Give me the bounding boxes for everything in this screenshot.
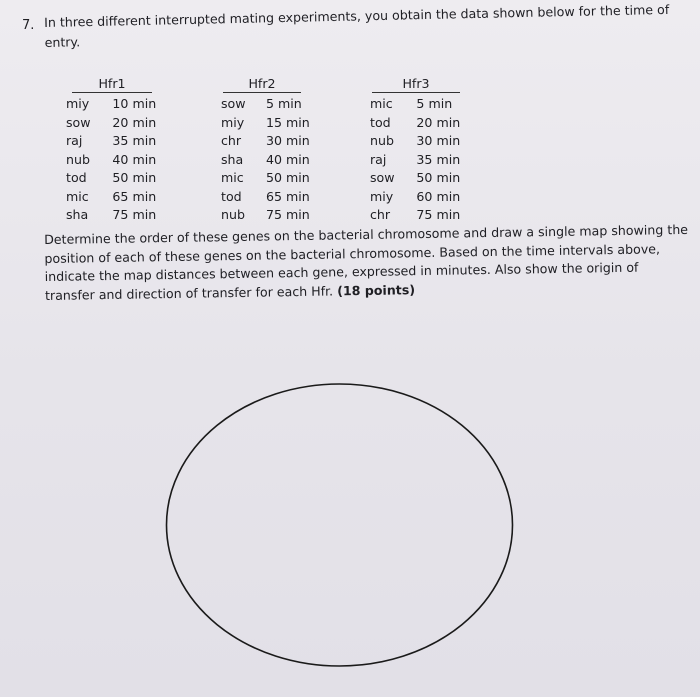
table-row	[66, 169, 166, 188]
table-row	[221, 169, 321, 188]
gene-name: mic	[221, 170, 244, 185]
table-row	[66, 132, 166, 151]
table-row	[221, 95, 321, 114]
instructions-text: Determine the order of these genes on the bacterial chromosome and draw a single map showing the position of each of these genes on the bacterial chromosome. Based on the time intervals above, indicate the map distances between each gene, expressed in minutes. Also show the origin of transfer and direction of transfer for each Hfr.	[44, 221, 689, 303]
gene-name: sha	[221, 151, 244, 167]
entry-time: 5 min	[416, 96, 453, 111]
table-row	[370, 151, 470, 170]
hfr3-table	[370, 76, 470, 225]
table-row	[370, 188, 470, 207]
gene-name: mic	[66, 188, 89, 204]
hfr2-title: Hfr2	[223, 76, 301, 93]
table-row	[66, 95, 166, 114]
gene-name: chr	[370, 207, 391, 222]
hfr1-table	[66, 76, 166, 225]
table-row	[370, 169, 470, 188]
table-row	[221, 151, 321, 170]
gene-name: nub	[221, 207, 245, 222]
gene-name: raj	[66, 133, 83, 148]
hfr3-title: Hfr3	[372, 76, 460, 93]
entry-time: 75 min	[112, 207, 157, 222]
gene-name: chr	[221, 133, 242, 148]
gene-name: mic	[370, 96, 393, 111]
table-row	[370, 95, 470, 114]
gene-name: tod	[66, 170, 87, 185]
entry-time: 65 min	[265, 188, 310, 204]
entry-time: 5 min	[265, 96, 302, 111]
table-row	[221, 114, 321, 133]
question-prompt: In three different interrupted mating experiments, you obtain the data shown below for the time of entry.	[44, 1, 670, 50]
table-row	[370, 132, 470, 151]
entry-time: 65 min	[112, 188, 157, 204]
entry-time: 75 min	[265, 207, 310, 222]
chromosome-circle	[164, 382, 515, 668]
gene-name: sow	[221, 96, 246, 111]
hfr1-title: Hfr1	[72, 76, 152, 93]
gene-name: nub	[370, 133, 394, 148]
gene-name: sow	[66, 114, 91, 130]
table-row	[370, 114, 470, 133]
table-row	[221, 206, 321, 225]
table-row	[66, 188, 166, 207]
entry-time: 20 min	[416, 114, 461, 130]
entry-time: 35 min	[112, 133, 157, 148]
entry-time: 75 min	[416, 207, 461, 222]
entry-time: 30 min	[416, 133, 461, 148]
entry-time: 30 min	[265, 133, 310, 148]
entry-time: 40 min	[112, 151, 157, 167]
gene-name: miy	[66, 96, 90, 111]
points-label: (18 points)	[337, 281, 416, 298]
hfr2-table	[221, 76, 321, 225]
gene-name: tod	[370, 114, 391, 130]
question-number: 7.	[22, 18, 35, 33]
entry-time: 50 min	[265, 170, 310, 185]
table-row	[221, 132, 321, 151]
gene-name: tod	[221, 188, 242, 204]
table-row	[370, 206, 470, 225]
gene-name: miy	[221, 114, 245, 130]
entry-time: 60 min	[416, 188, 461, 204]
instructions-paragraph	[44, 221, 691, 305]
gene-name: sha	[66, 207, 89, 222]
gene-name: sow	[370, 170, 395, 185]
table-row	[66, 206, 166, 225]
gene-name: miy	[370, 188, 394, 204]
table-row	[66, 151, 166, 170]
entry-time: 40 min	[265, 151, 310, 167]
entry-time: 35 min	[416, 151, 461, 167]
entry-time: 15 min	[265, 114, 310, 130]
gene-name: raj	[370, 151, 387, 167]
table-row	[221, 188, 321, 207]
entry-time: 50 min	[112, 170, 157, 185]
entry-time: 10 min	[112, 96, 157, 111]
entry-time: 50 min	[416, 170, 461, 185]
table-row	[66, 114, 166, 133]
entry-time: 20 min	[112, 114, 157, 130]
gene-name: nub	[66, 151, 90, 167]
